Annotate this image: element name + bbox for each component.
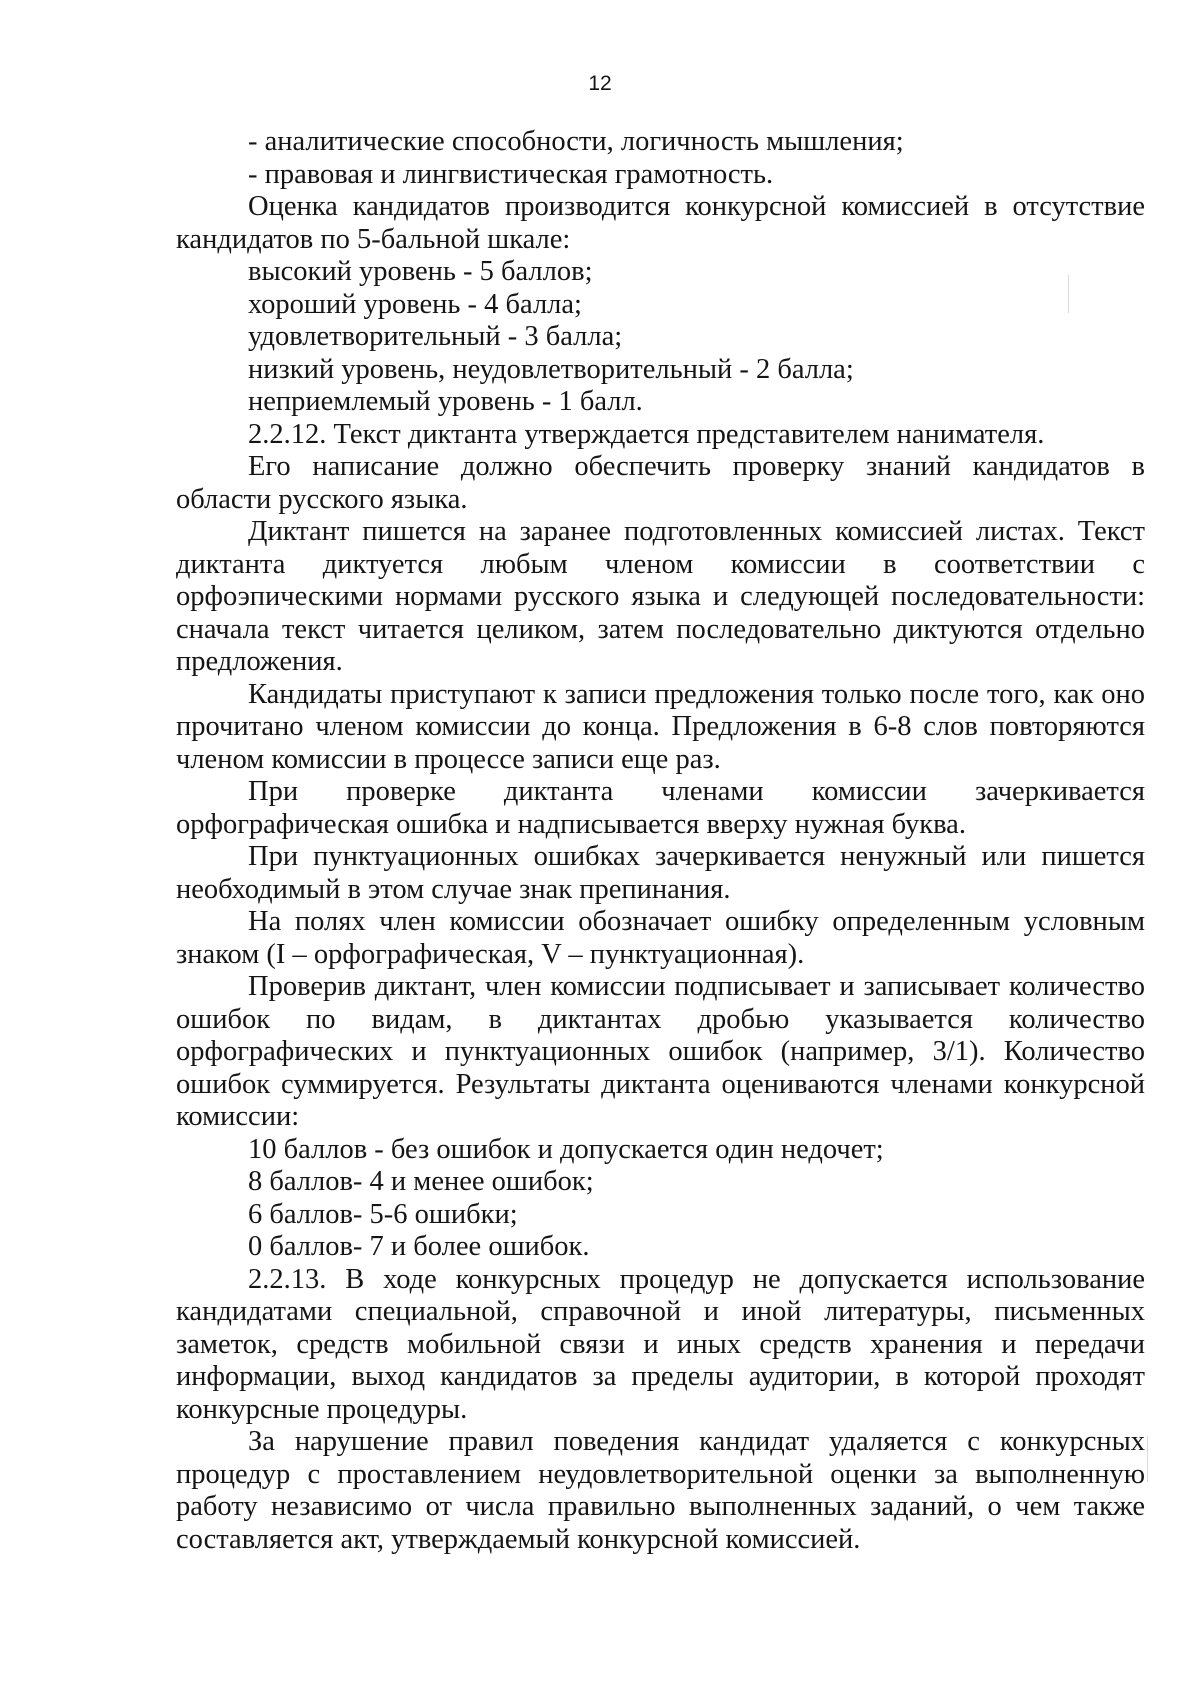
section-heading: 2.2.12. Текст диктанта утверждается представителем нанимателя. — [248, 418, 1045, 450]
paragraph: При пунктуационных ошибках зачеркивается ненужный или пишется необходимый в этом случае знак препинания. — [176, 841, 1145, 905]
score-criteria-item: 0 баллов- 7 и более ошибок. — [248, 1231, 590, 1262]
score-level-item: неприемлемый уровень - 1 балл. — [248, 386, 643, 417]
paragraph: Диктант пишется на заранее подготовленных комиссией листах. Текст диктанта диктуется любым членом комиссии в соответствии с орфоэпическими нормами русского языка и следующей последовательности: сначала текст читается целиком, затем последовательно диктуются отдельно предложения. — [176, 516, 1145, 677]
paragraph: За нарушение правил поведения кандидат удаляется с конкурсных процедур с проставлением неудовлетворительной оценки за выполненную работу независимо от числа правильно выполненных заданий, о чем также составляется акт, утверждаемый конкурсной комиссией. — [176, 1426, 1145, 1555]
score-level-item: хороший уровень - 4 балла; — [248, 288, 582, 320]
score-criteria-item: 10 баллов - без ошибок и допускается один недочет; — [248, 1133, 884, 1165]
paragraph: Оценка кандидатов производится конкурсной комиссией в отсутствие кандидатов по 5-бальной шкале: — [176, 191, 1145, 255]
paragraph: 2.2.13. В ходе конкурсных процедур не допускается использование кандидатами специальной, справочной и иной литературы, письменных заметок, средств мобильной связи и иных средств хранения и передачи информации, выход кандидатов за пределы аудитории, в которой проходят конкурсные процедуры. — [176, 1263, 1145, 1425]
score-level-item: низкий уровень, неудовлетворительный - 2 балла; — [248, 353, 854, 385]
paragraph: При проверке диктанта членами комиссии зачеркивается орфографическая ошибка и надписывается вверху нужная буква. — [176, 776, 1145, 840]
list-item: - правовая и лингвистическая грамотность. — [248, 158, 774, 190]
paragraph: Кандидаты приступают к записи предложения только после того, как оно прочитано членом комиссии до конца. Предложения в 6-8 слов повторяются членом комиссии в процессе записи еще раз. — [176, 678, 1145, 775]
page-number: 12 — [588, 72, 612, 95]
paragraph: Проверив диктант, член комиссии подписывает и записывает количество ошибок по видам, в диктантах дробью указывается количество орфографических и пунктуационных ошибок (например, 3/1). Количество ошибок суммируется. Результаты диктанта оцениваются членами конкурсной комиссии: — [176, 971, 1145, 1132]
scan-artifact — [1147, 1436, 1148, 1482]
score-level-item: высокий уровень - 5 баллов; — [248, 256, 593, 287]
scan-artifact — [1068, 275, 1069, 313]
score-criteria-item: 6 баллов- 5-6 ошибки; — [248, 1198, 518, 1230]
score-criteria-item: 8 баллов- 4 и менее ошибок; — [248, 1166, 594, 1197]
score-level-item: удовлетворительный - 3 балла; — [248, 321, 623, 352]
paragraph: Его написание должно обеспечить проверку знаний кандидатов в области русского языка. — [176, 451, 1145, 515]
list-item: - аналитические способности, логичность мышления; — [248, 126, 904, 157]
paragraph: На полях член комиссии обозначает ошибку определенным условным знаком (I – орфографическая, V – пунктуационная). — [176, 906, 1145, 970]
document-body — [176, 126, 1145, 1556]
